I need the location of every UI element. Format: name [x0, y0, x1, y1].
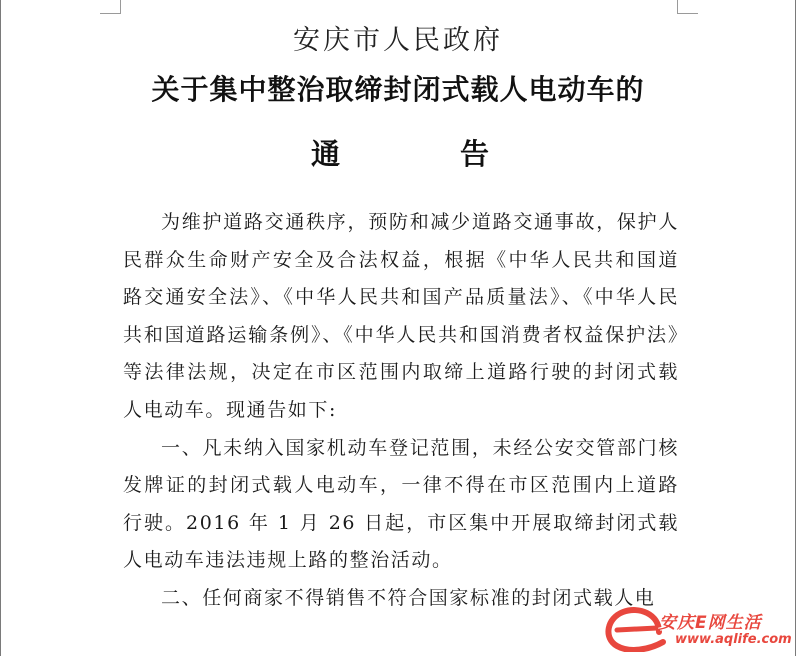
site-watermark: [599, 602, 792, 654]
notice-heading: [311, 132, 489, 173]
margin-corner-mark: [678, 13, 698, 14]
document-body: [123, 204, 679, 618]
document-title: 关于集中整治取缔封闭式载人电动车的: [151, 73, 645, 106]
margin-corner-mark: [120, 0, 121, 14]
watermark-url: www.aqlife.com: [675, 632, 792, 647]
watermark-title: 安庆E网生活: [659, 613, 762, 633]
margin-corner-mark: [100, 13, 120, 14]
body-paragraph: 一、凡未纳入国家机动车登记范围，未经公安交管部门核发牌证的封闭式载人电动车，一律不得在市区范围内上道路行驶。2016 年 1 月 26 日起，市区集中开展取缔封闭式载人电动车违法违规上路的整治活动。: [123, 436, 679, 572]
body-paragraph: 二、任何商家不得销售不符合国家标准的封闭式载人电: [161, 586, 656, 609]
margin-corner-mark: [677, 0, 678, 14]
body-paragraph: 为维护道路交通秩序，预防和减少道路交通事故，保护人民群众生命财产安全及合法权益，根据《中华人民共和国道路交通安全法》、《中华人民共和国产品质量法》、《中华人民共和国道路运输条例》、《中华人民共和国消费者权益保护法》等法律法规，决定在市区范围内取缔上道路行驶的封闭式载人电动车。现通告如下:: [123, 211, 679, 421]
notice-heading-char: 通: [311, 137, 341, 171]
notice-heading-char: 告: [459, 137, 489, 171]
issuing-organization: 安庆市人民政府: [293, 25, 503, 56]
